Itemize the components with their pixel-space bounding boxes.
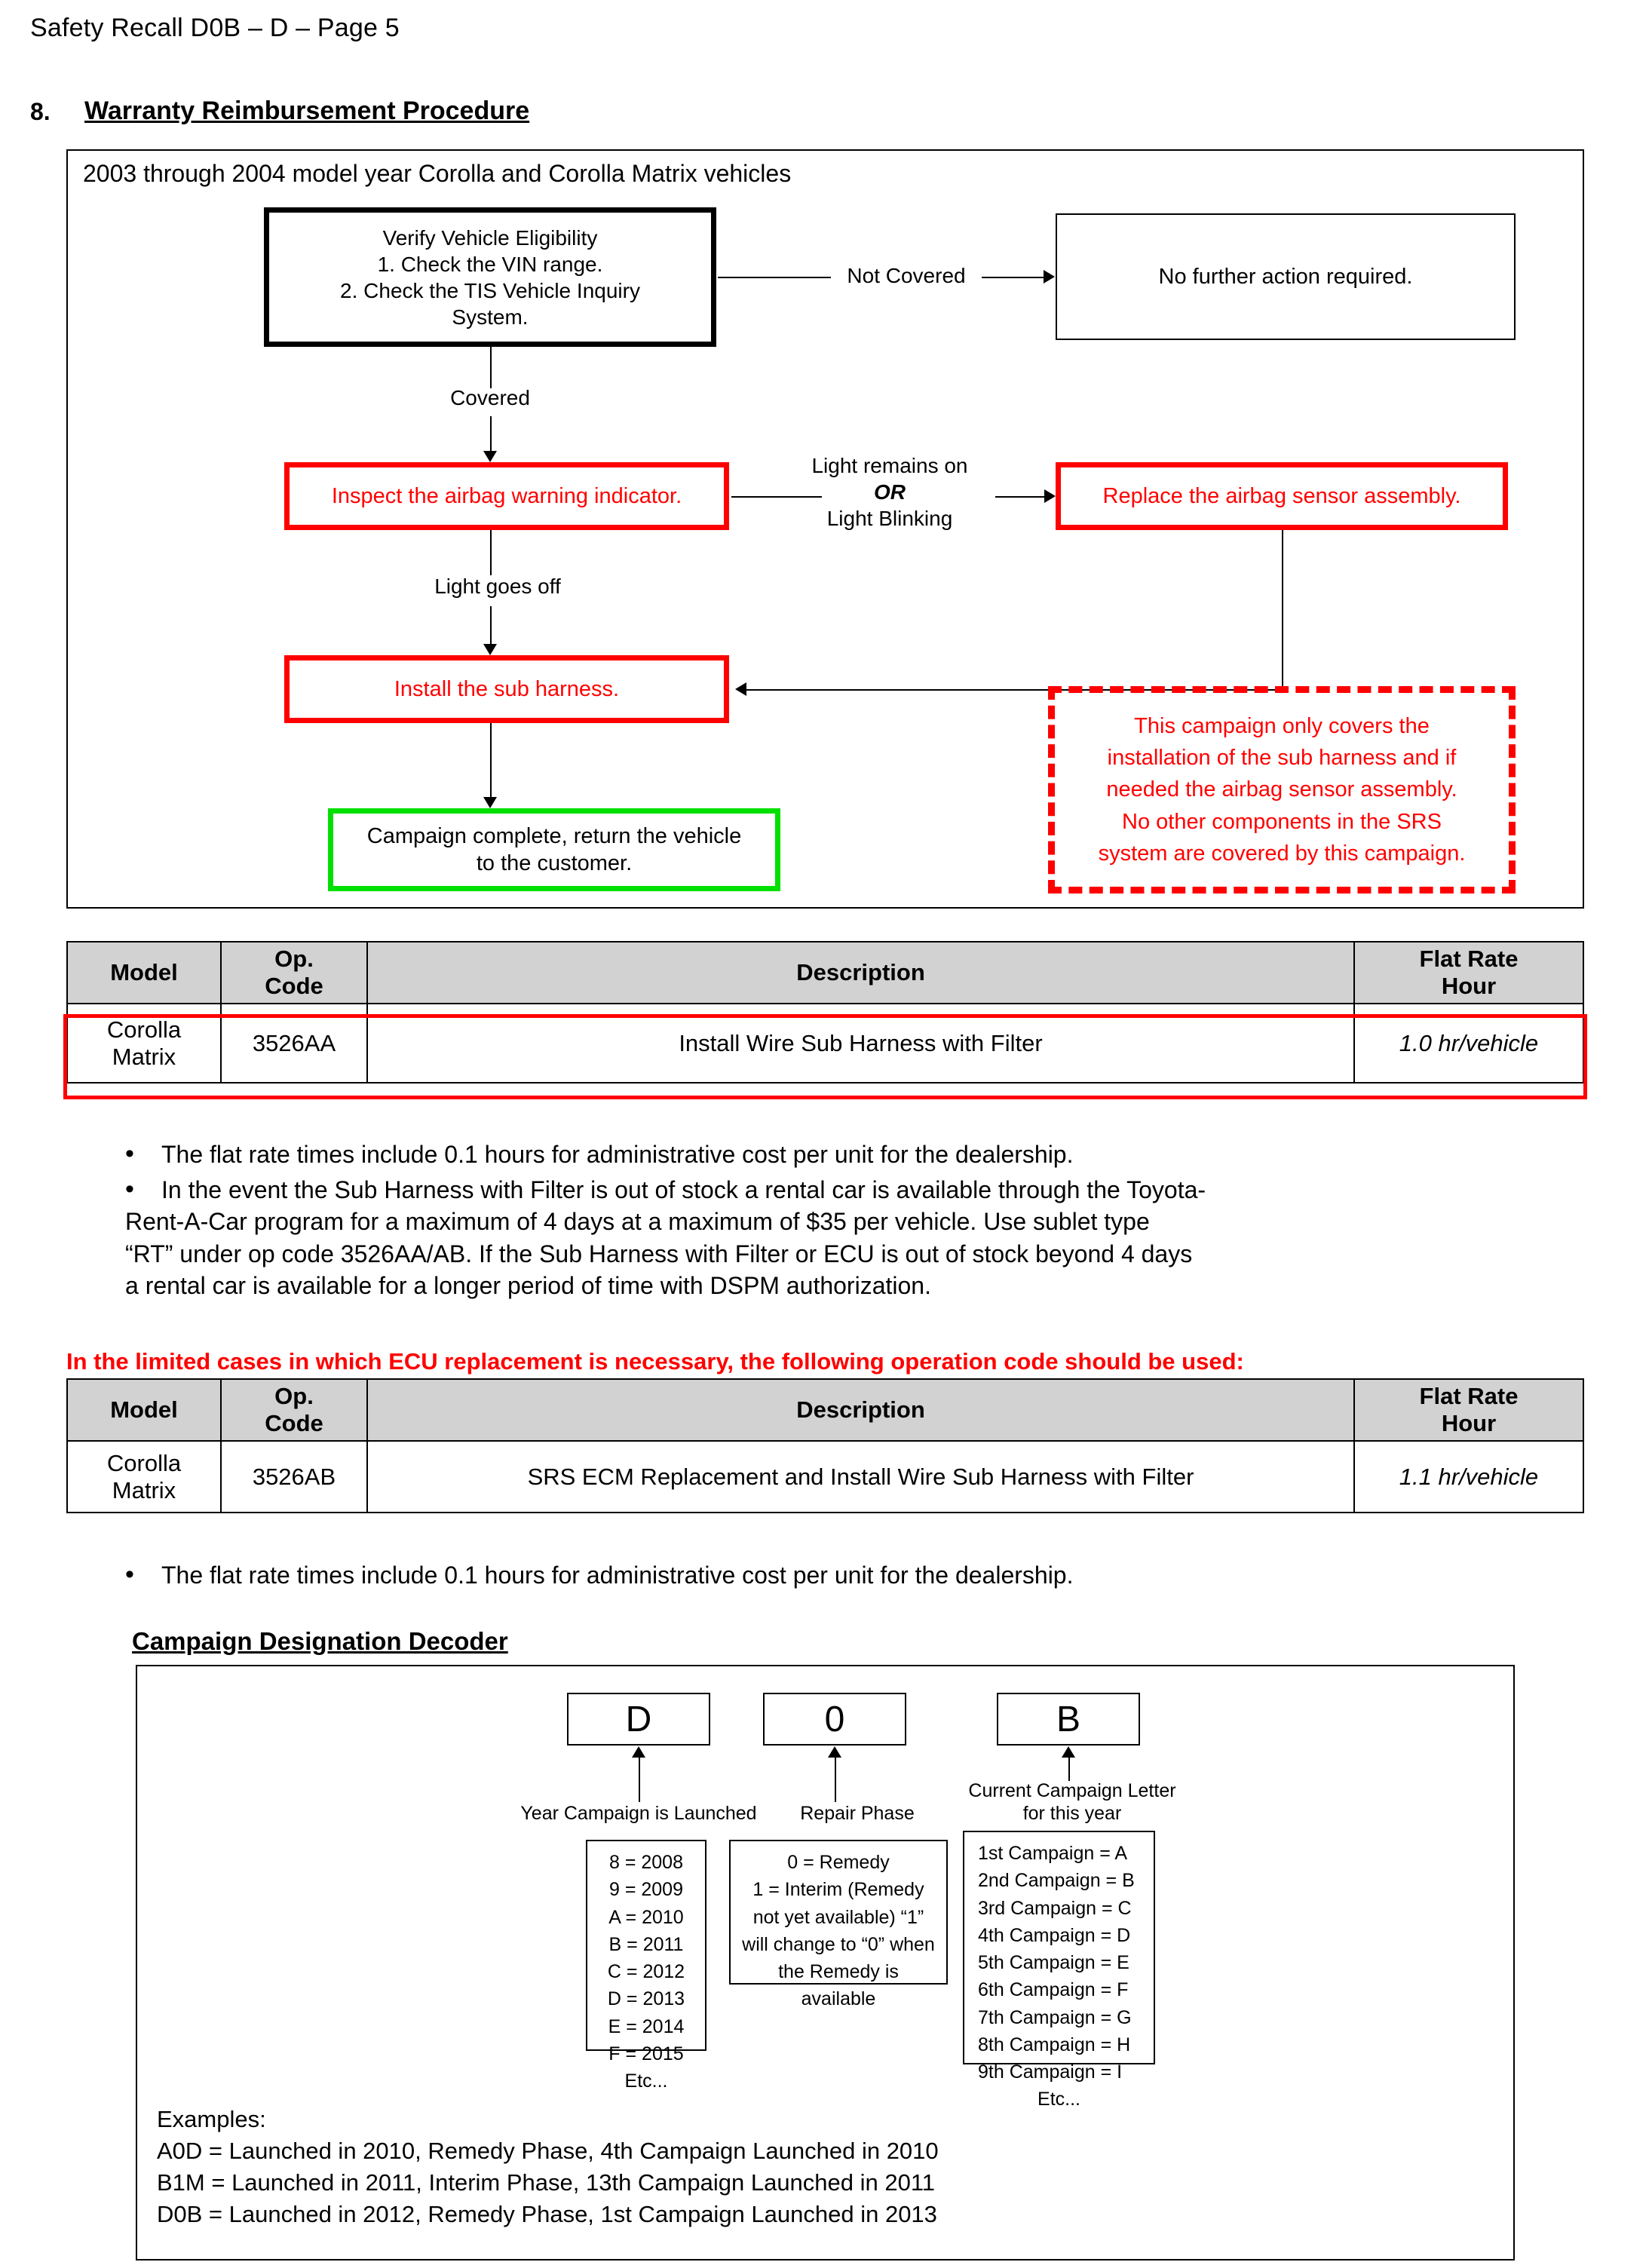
- th-model: Model: [67, 942, 221, 1004]
- decoder-caption-campaign-line1: Current Campaign Letter: [968, 1780, 1176, 1801]
- op-code-table-2: [66, 1378, 1584, 1513]
- decoder-campaign-item: 2nd Campaign = B: [978, 1870, 1135, 1892]
- decoder-campaign-item: 5th Campaign = E: [978, 1952, 1129, 1973]
- decoder-campaign-item: 3rd Campaign = C: [978, 1897, 1132, 1919]
- th-description: Description: [367, 942, 1354, 1004]
- decoder-year-item: A = 2010: [608, 1906, 684, 1928]
- table-header-row: [67, 942, 1583, 1004]
- decoder-year-item: 9 = 2009: [608, 1879, 683, 1901]
- th-flat-rate: [1354, 942, 1583, 1004]
- decoder-campaign-item: 9th Campaign = I: [978, 2061, 1123, 2083]
- flow-box-install-sub-harness: Install the sub harness.: [284, 655, 729, 723]
- verify-line-2: 1. Check the VIN range.: [377, 252, 603, 276]
- bullet-1-text: The flat rate times include 0.1 hours for administrative cost per unit for the dealership.: [161, 1141, 1074, 1168]
- cell-model: [67, 1441, 221, 1513]
- cell-model-line2: Matrix: [112, 1476, 176, 1503]
- decoder-campaign-item: Etc...: [1037, 2089, 1080, 2110]
- page-header: Safety Recall D0B – D – Page 5: [30, 14, 400, 42]
- decoder-caption-campaign-line2: for this year: [1022, 1803, 1122, 1824]
- arrow-to-replace-sensor: [1044, 489, 1056, 503]
- flowchart-container: [66, 149, 1584, 909]
- label-light-blinking: Light Blinking: [826, 507, 953, 530]
- cell-model: [67, 1004, 221, 1083]
- op-code-table-1: [66, 941, 1584, 1083]
- decoder-arrow-campaign: [1062, 1746, 1075, 1758]
- connector-verify-down-1: [490, 347, 492, 388]
- note-line-3: needed the airbag sensor assembly.: [1106, 777, 1457, 802]
- cell-flat-rate: 1.0 hr/vehicle: [1354, 1004, 1583, 1083]
- decoder-connector-phase: [835, 1751, 836, 1802]
- note-line-2: installation of the sub harness and if: [1107, 746, 1457, 771]
- label-light-remains-or: OR: [874, 480, 906, 504]
- decoder-year-item: B = 2011: [608, 1933, 684, 1955]
- note-line-1: This campaign only covers the: [1134, 714, 1430, 739]
- table-row: [67, 1004, 1583, 1083]
- bullet-2-line2: Rent-A-Car program for a maximum of 4 days at a maximum of $35 per vehicle. Use sublet type: [125, 1208, 1150, 1236]
- list-item: [98, 1139, 1591, 1171]
- th-op-code-line1: Op.: [274, 1383, 314, 1409]
- decoder-year-item: D = 2013: [607, 1988, 685, 2010]
- decoder-year-item: F = 2015: [608, 2043, 684, 2064]
- th-flat-rate-line2: Hour: [1441, 973, 1497, 999]
- cell-model-line1: Corolla: [106, 1016, 182, 1043]
- note-line-5: system are covered by this campaign.: [1098, 841, 1466, 866]
- label-light-remains: [784, 452, 995, 532]
- decoder-examples: [157, 2104, 939, 2230]
- example-item: D0B = Launched in 2012, Remedy Phase, 1st Campaign Launched in 2013: [157, 2200, 937, 2227]
- flow-box-inspect-indicator: Inspect the airbag warning indicator.: [284, 462, 729, 530]
- list-item: [98, 1559, 1591, 1592]
- decoder-letter-year: D: [567, 1693, 710, 1746]
- example-item: A0D = Launched in 2010, Remedy Phase, 4th Campaign Launched in 2010: [157, 2137, 939, 2164]
- decoder-letter-campaign: B: [997, 1693, 1140, 1746]
- arrow-to-inspect: [483, 451, 497, 462]
- decoder-caption-year: Year Campaign is Launched: [520, 1803, 757, 1824]
- decoder-campaign-item: 7th Campaign = G: [978, 2006, 1132, 2028]
- decoder-arrow-phase: [828, 1746, 841, 1758]
- decoder-year-item: 8 = 2008: [608, 1852, 683, 1873]
- flow-box-no-further-action: No further action required.: [1056, 213, 1516, 340]
- table-row: [67, 1441, 1583, 1513]
- decoder-title: Campaign Designation Decoder: [132, 1627, 508, 1655]
- cell-op-code: 3526AB: [221, 1441, 367, 1513]
- flow-note-coverage: [1048, 686, 1516, 893]
- bullet-2-line3: “RT” under op code 3526AA/AB. If the Sub Harness with Filter or ECU is out of stock beyond 4 days: [125, 1240, 1193, 1267]
- decoder-caption-phase: Repair Phase: [800, 1803, 915, 1824]
- decoder-campaign-item: 8th Campaign = H: [978, 2034, 1131, 2055]
- decoder-year-item: E = 2014: [608, 2015, 685, 2037]
- complete-line-2: to the customer.: [476, 851, 633, 875]
- verify-line-4: System.: [452, 305, 529, 329]
- th-op-code: [221, 1379, 367, 1441]
- decoder-campaign-item: 6th Campaign = F: [978, 1979, 1129, 2001]
- decoder-phase-item: available: [801, 1988, 876, 2010]
- th-op-code-line1: Op.: [274, 946, 314, 972]
- decoder-phase-item: the Remedy is: [778, 1961, 899, 1982]
- cell-flat-rate: 1.1 hr/vehicle: [1354, 1441, 1583, 1513]
- section-number: 8.: [30, 98, 51, 125]
- th-op-code-line2: Code: [265, 1410, 323, 1436]
- decoder-caption-campaign: [955, 1779, 1189, 1825]
- th-flat-rate-line2: Hour: [1441, 1410, 1497, 1436]
- connector-inspect-down-1: [490, 530, 492, 575]
- label-not-covered: Not Covered: [847, 264, 966, 287]
- th-model: Model: [67, 1379, 221, 1441]
- decoder-campaign-item: 1st Campaign = A: [978, 1843, 1128, 1864]
- note-line-4: No other components in the SRS: [1122, 809, 1442, 834]
- verify-line-1: Verify Vehicle Eligibility: [382, 225, 598, 250]
- connector-inspect-to-replace-right: [995, 496, 1044, 498]
- flow-box-verify-eligibility: [264, 207, 716, 347]
- decoder-arrow-year: [632, 1746, 645, 1758]
- decoder-phase-item: not yet available) “1”: [752, 1906, 924, 1928]
- decoder-phase-list: [729, 1840, 948, 2010]
- connector-install-down: [490, 723, 492, 798]
- arrow-to-install: [483, 644, 497, 655]
- th-flat-rate: [1354, 1379, 1583, 1441]
- cell-op-code: 3526AA: [221, 1004, 367, 1083]
- examples-title: Examples:: [157, 2106, 266, 2132]
- flowchart-title: 2003 through 2004 model year Corolla and Corolla Matrix vehicles: [83, 160, 792, 187]
- arrow-to-complete: [483, 797, 497, 808]
- connector-verify-down-2: [490, 416, 492, 452]
- connector-verify-to-nofurther-left: [718, 277, 831, 278]
- section-title: Warranty Reimbursement Procedure: [84, 97, 530, 125]
- complete-line-1: Campaign complete, return the vehicle: [366, 823, 742, 848]
- cell-description: SRS ECM Replacement and Install Wire Sub Harness with Filter: [367, 1441, 1354, 1513]
- th-description: Description: [367, 1379, 1354, 1441]
- flow-box-campaign-complete: [328, 808, 780, 891]
- bullet-list-1: [98, 1139, 1591, 1305]
- decoder-connector-year: [639, 1751, 640, 1802]
- bullet-2-line1: In the event the Sub Harness with Filter is out of stock a rental car is available through the Toyota-: [161, 1175, 1206, 1203]
- list-item: [98, 1174, 1591, 1302]
- label-light-goes-off: Light goes off: [434, 575, 561, 598]
- bullet-admin-cost-text: The flat rate times include 0.1 hours for administrative cost per unit for the dealership.: [161, 1562, 1074, 1589]
- cell-model-line1: Corolla: [106, 1449, 182, 1476]
- ecu-replacement-note: In the limited cases in which ECU replacement is necessary, the following operation code should be used:: [66, 1348, 1244, 1375]
- th-op-code: [221, 942, 367, 1004]
- connector-replace-down: [1282, 530, 1283, 689]
- th-flat-rate-line1: Flat Rate: [1419, 946, 1519, 972]
- connector-verify-to-nofurther-right: [982, 277, 1044, 278]
- th-flat-rate-line1: Flat Rate: [1419, 1383, 1519, 1409]
- label-light-remains-line1: Light remains on: [811, 454, 968, 477]
- flow-box-replace-sensor: Replace the airbag sensor assembly.: [1056, 462, 1508, 530]
- decoder-letter-phase: 0: [763, 1693, 906, 1746]
- decoder-campaign-list: [963, 1831, 1155, 2110]
- cell-description: Install Wire Sub Harness with Filter: [367, 1004, 1354, 1083]
- example-item: B1M = Launched in 2011, Interim Phase, 13th Campaign Launched in 2011: [157, 2169, 936, 2196]
- decoder-year-item: C = 2012: [607, 1961, 685, 1982]
- decoder-year-item: Etc...: [624, 2070, 668, 2092]
- arrow-to-no-further-action: [1044, 270, 1055, 284]
- table-header-row: [67, 1379, 1583, 1441]
- bullet-2-line4: a rental car is available for a longer period of time with DSPM authorization.: [125, 1272, 931, 1300]
- decoder-campaign-item: 4th Campaign = D: [978, 1924, 1131, 1946]
- decoder-phase-item: will change to “0” when: [742, 1933, 935, 1955]
- decoder-year-list: [586, 1840, 706, 2092]
- cell-model-line2: Matrix: [112, 1043, 176, 1070]
- th-op-code-line2: Code: [265, 973, 323, 999]
- decoder-phase-item: 0 = Remedy: [787, 1852, 890, 1873]
- decoder-phase-item: 1 = Interim (Remedy: [752, 1879, 924, 1901]
- arrow-into-install-box: [735, 682, 746, 696]
- label-covered: Covered: [450, 386, 530, 409]
- bullet-list-2: [98, 1559, 1591, 1595]
- verify-line-3: 2. Check the TIS Vehicle Inquiry: [340, 278, 640, 302]
- connector-inspect-down-2: [490, 606, 492, 645]
